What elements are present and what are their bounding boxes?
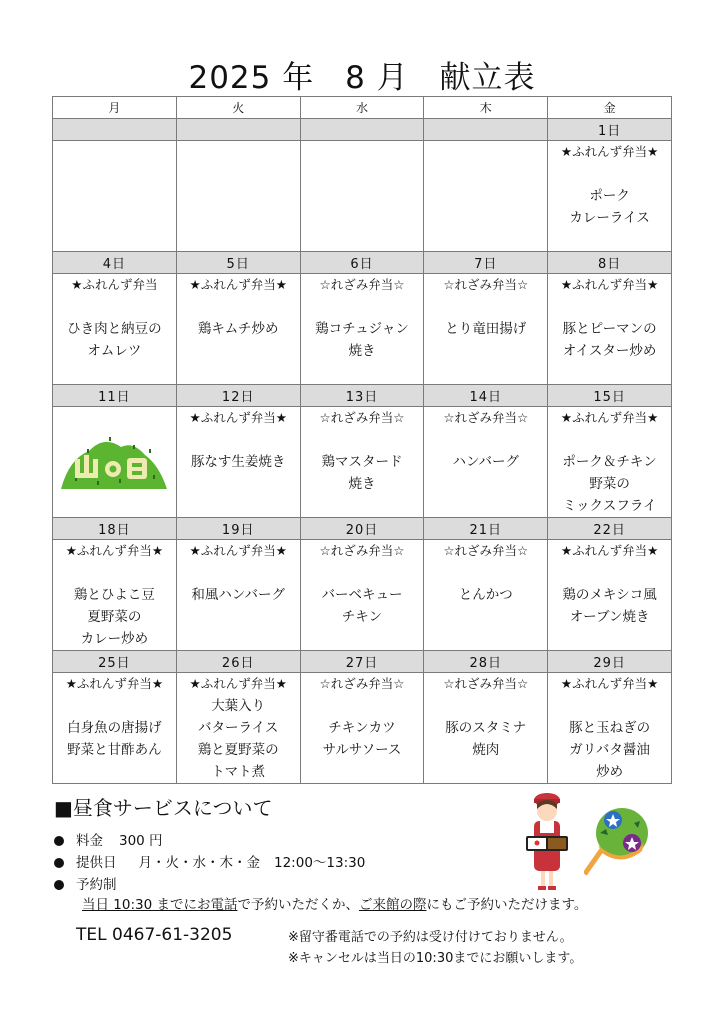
dish-name: ガリバタ醤油: [569, 742, 650, 758]
bento-type-label: ☆れざみ弁当☆: [443, 410, 529, 425]
price-value: 300 円: [119, 833, 163, 849]
menu-row: [53, 407, 672, 518]
bento-type-label: ☆れざみ弁当☆: [443, 543, 529, 558]
date-cell: 15日: [548, 385, 672, 407]
bento-type-label: ★ふれんず弁当: [71, 277, 158, 292]
bento-type-label: ☆れざみ弁当☆: [319, 543, 405, 558]
date-cell: 7日: [424, 252, 548, 274]
menu-cell: [53, 673, 177, 784]
date-cell: 28日: [424, 651, 548, 673]
date-cell: 18日: [53, 518, 177, 540]
menu-cell: [548, 407, 672, 518]
menu-cell: [424, 274, 548, 385]
menu-cell: [548, 141, 672, 252]
menu-cell: [176, 673, 300, 784]
menu-cell: [548, 540, 672, 651]
weekday-thu: 木: [424, 97, 548, 119]
days-value: 月・火・水・木・金: [138, 855, 260, 871]
menu-cell: [53, 407, 177, 518]
bullet-icon: [54, 858, 64, 868]
bento-type-label: ☆れざみ弁当☆: [443, 676, 529, 691]
bento-type-label: ★ふれんず弁当★: [189, 543, 287, 558]
bento-type-label: ★ふれんず弁当★: [560, 144, 659, 159]
dish-name: 野菜の: [589, 476, 630, 492]
menu-calendar-table: [52, 96, 672, 784]
bento-type-label: ☆れざみ弁当☆: [319, 277, 405, 292]
reservation-text-1: で予約いただくか、: [237, 897, 359, 913]
bento-type-label: ★ふれんず弁当★: [189, 277, 287, 292]
dish-name: オムレツ: [87, 343, 142, 359]
menu-cell: [300, 540, 424, 651]
menu-cell: [548, 673, 672, 784]
dish-name: ミックスフライ: [562, 498, 657, 514]
menu-cell: [176, 141, 300, 252]
menu-cell: [424, 673, 548, 784]
menu-cell: [176, 407, 300, 518]
date-cell: [176, 119, 300, 141]
bento-type-label: ★ふれんず弁当★: [65, 543, 164, 558]
date-cell: 4日: [53, 252, 177, 274]
weekday-fri: 金: [548, 97, 672, 119]
dish-name: 豚なす生姜焼き: [190, 454, 286, 470]
menu-row: [53, 540, 672, 651]
uchiwa-fan-illustration-icon: [584, 805, 649, 880]
menu-cell: [300, 274, 424, 385]
notes: [288, 927, 582, 969]
date-cell: 12日: [176, 385, 300, 407]
dish-name: バーベキュー: [321, 587, 403, 603]
bento-type-label: ★ふれんず弁当★: [560, 410, 659, 425]
menu-cell: [424, 407, 548, 518]
date-cell: 21日: [424, 518, 548, 540]
date-row: [53, 518, 672, 540]
menu-cell: [53, 540, 177, 651]
menu-cell: [424, 141, 548, 252]
menu-cell: [176, 540, 300, 651]
dish-name: チキンカツ: [328, 720, 396, 736]
dish-name: 鶏と夏野菜の: [197, 742, 279, 758]
bento-server-illustration-icon: [522, 790, 572, 894]
date-cell: 29日: [548, 651, 672, 673]
dish-name: サルサソース: [322, 742, 402, 758]
date-cell: 6日: [300, 252, 424, 274]
dish-name: 焼き: [348, 476, 376, 492]
dish-name: 鶏マスタード: [321, 454, 403, 470]
weekday-header-row: [53, 97, 672, 119]
mountain-day-holiday-icon: [59, 429, 169, 491]
dish-name: ポーク: [589, 188, 630, 204]
dish-name: 鶏コチュジャン: [315, 321, 409, 337]
menu-cell: [300, 673, 424, 784]
date-row: [53, 119, 672, 141]
bento-type-label: ★ふれんず弁当★: [560, 676, 659, 691]
bento-type-label: ☆れざみ弁当☆: [443, 277, 529, 292]
bullet-icon: [54, 836, 64, 846]
date-cell: 8日: [548, 252, 672, 274]
bullet-icon: [54, 880, 64, 890]
title-year: 2025 年: [188, 60, 315, 96]
date-cell: [424, 119, 548, 141]
bento-type-label: ★ふれんず弁当★: [189, 676, 287, 691]
bento-type-label: ★ふれんず弁当★: [560, 543, 659, 558]
date-cell: 5日: [176, 252, 300, 274]
date-cell: 27日: [300, 651, 424, 673]
reservation-description: [82, 893, 587, 913]
weekday-tue: 火: [176, 97, 300, 119]
dish-name: 大葉入り: [211, 698, 266, 714]
menu-cell: [300, 141, 424, 252]
date-cell: 11日: [53, 385, 177, 407]
menu-row: [53, 673, 672, 784]
dish-name: 野菜と甘酢あん: [67, 742, 162, 758]
dish-name: トマト煮: [211, 764, 266, 780]
bento-type-label: ☆れざみ弁当☆: [319, 676, 405, 691]
days-label: 提供日: [76, 855, 117, 871]
date-row: [53, 651, 672, 673]
menu-cell: [176, 274, 300, 385]
date-row: [53, 252, 672, 274]
dish-name: 豚とピーマンの: [562, 321, 657, 337]
lunch-service-heading: ■昼食サービスについて: [54, 796, 273, 820]
menu-cell: [424, 540, 548, 651]
bento-type-label: ☆れざみ弁当☆: [319, 410, 405, 425]
date-cell: 22日: [548, 518, 672, 540]
menu-cell: [53, 141, 177, 252]
dish-name: カレーライス: [569, 210, 650, 226]
menu-row: [53, 141, 672, 252]
date-cell: 14日: [424, 385, 548, 407]
weeks-body: [53, 119, 672, 784]
page-title: [0, 52, 724, 97]
menu-row: [53, 274, 672, 385]
date-cell: [300, 119, 424, 141]
date-row: [53, 385, 672, 407]
reservation-label: 予約制: [76, 877, 117, 893]
weekday-mon: 月: [53, 97, 177, 119]
price-label: 料金: [76, 833, 103, 849]
date-cell: 26日: [176, 651, 300, 673]
date-cell: 13日: [300, 385, 424, 407]
dish-name: 和風ハンバーグ: [191, 587, 285, 603]
reservation-row: [54, 873, 117, 893]
dish-name: 焼肉: [472, 742, 500, 758]
date-cell: 19日: [176, 518, 300, 540]
dish-name: 鶏キムチ炒め: [197, 321, 279, 337]
bento-type-label: ★ふれんず弁当★: [65, 676, 164, 691]
dish-name: ハンバーグ: [452, 454, 520, 470]
weekday-wed: 水: [300, 97, 424, 119]
dish-name: とり竜田揚げ: [445, 321, 527, 337]
title-label: 献立表: [439, 60, 536, 96]
dish-name: 焼き: [348, 343, 376, 359]
reservation-text-2: にもご予約いただけます。: [426, 897, 588, 913]
reservation-visit: ご来館の際: [359, 897, 427, 913]
dish-name: オイスター炒め: [562, 343, 657, 359]
dish-name: 豚と玉ねぎの: [569, 720, 651, 736]
dish-name: とんかつ: [458, 587, 513, 603]
dish-name: ポーク＆チキン: [562, 454, 657, 470]
dish-name: 夏野菜の: [87, 609, 142, 625]
note-voicemail: ※留守番電話での予約は受け付けておりません。: [288, 930, 573, 945]
title-month: 8 月: [345, 60, 409, 96]
dish-name: チキン: [341, 609, 383, 625]
date-cell: [53, 119, 177, 141]
service-hours: 12:00〜13:30: [274, 855, 366, 871]
bento-type-label: ★ふれんず弁当★: [560, 277, 659, 292]
phone-number: TEL 0467-61-3205: [76, 925, 233, 945]
price-row: [54, 829, 163, 849]
date-cell: 20日: [300, 518, 424, 540]
dish-name: 白身魚の唐揚げ: [67, 720, 162, 736]
dish-name: 炒め: [596, 764, 624, 780]
dish-name: ひき肉と納豆の: [67, 321, 162, 337]
service-days-row: [54, 851, 365, 871]
dish-name: カレー炒め: [80, 631, 149, 647]
dish-name: 鶏のメキシコ風: [562, 587, 657, 603]
note-cancel: ※キャンセルは当日の10:30までにお願いします。: [288, 951, 583, 966]
reservation-phone-deadline: 当日 10:30 までにお電話: [82, 897, 238, 913]
menu-cell: [53, 274, 177, 385]
menu-cell: [548, 274, 672, 385]
dish-name: 鶏とひよこ豆: [73, 587, 155, 603]
dish-name: オーブン焼き: [569, 609, 650, 625]
menu-cell: [300, 407, 424, 518]
bento-type-label: ★ふれんず弁当★: [189, 410, 287, 425]
date-cell: 1日: [548, 119, 672, 141]
dish-name: 豚のスタミナ: [445, 720, 527, 736]
date-cell: 25日: [53, 651, 177, 673]
dish-name: バターライス: [197, 720, 279, 736]
